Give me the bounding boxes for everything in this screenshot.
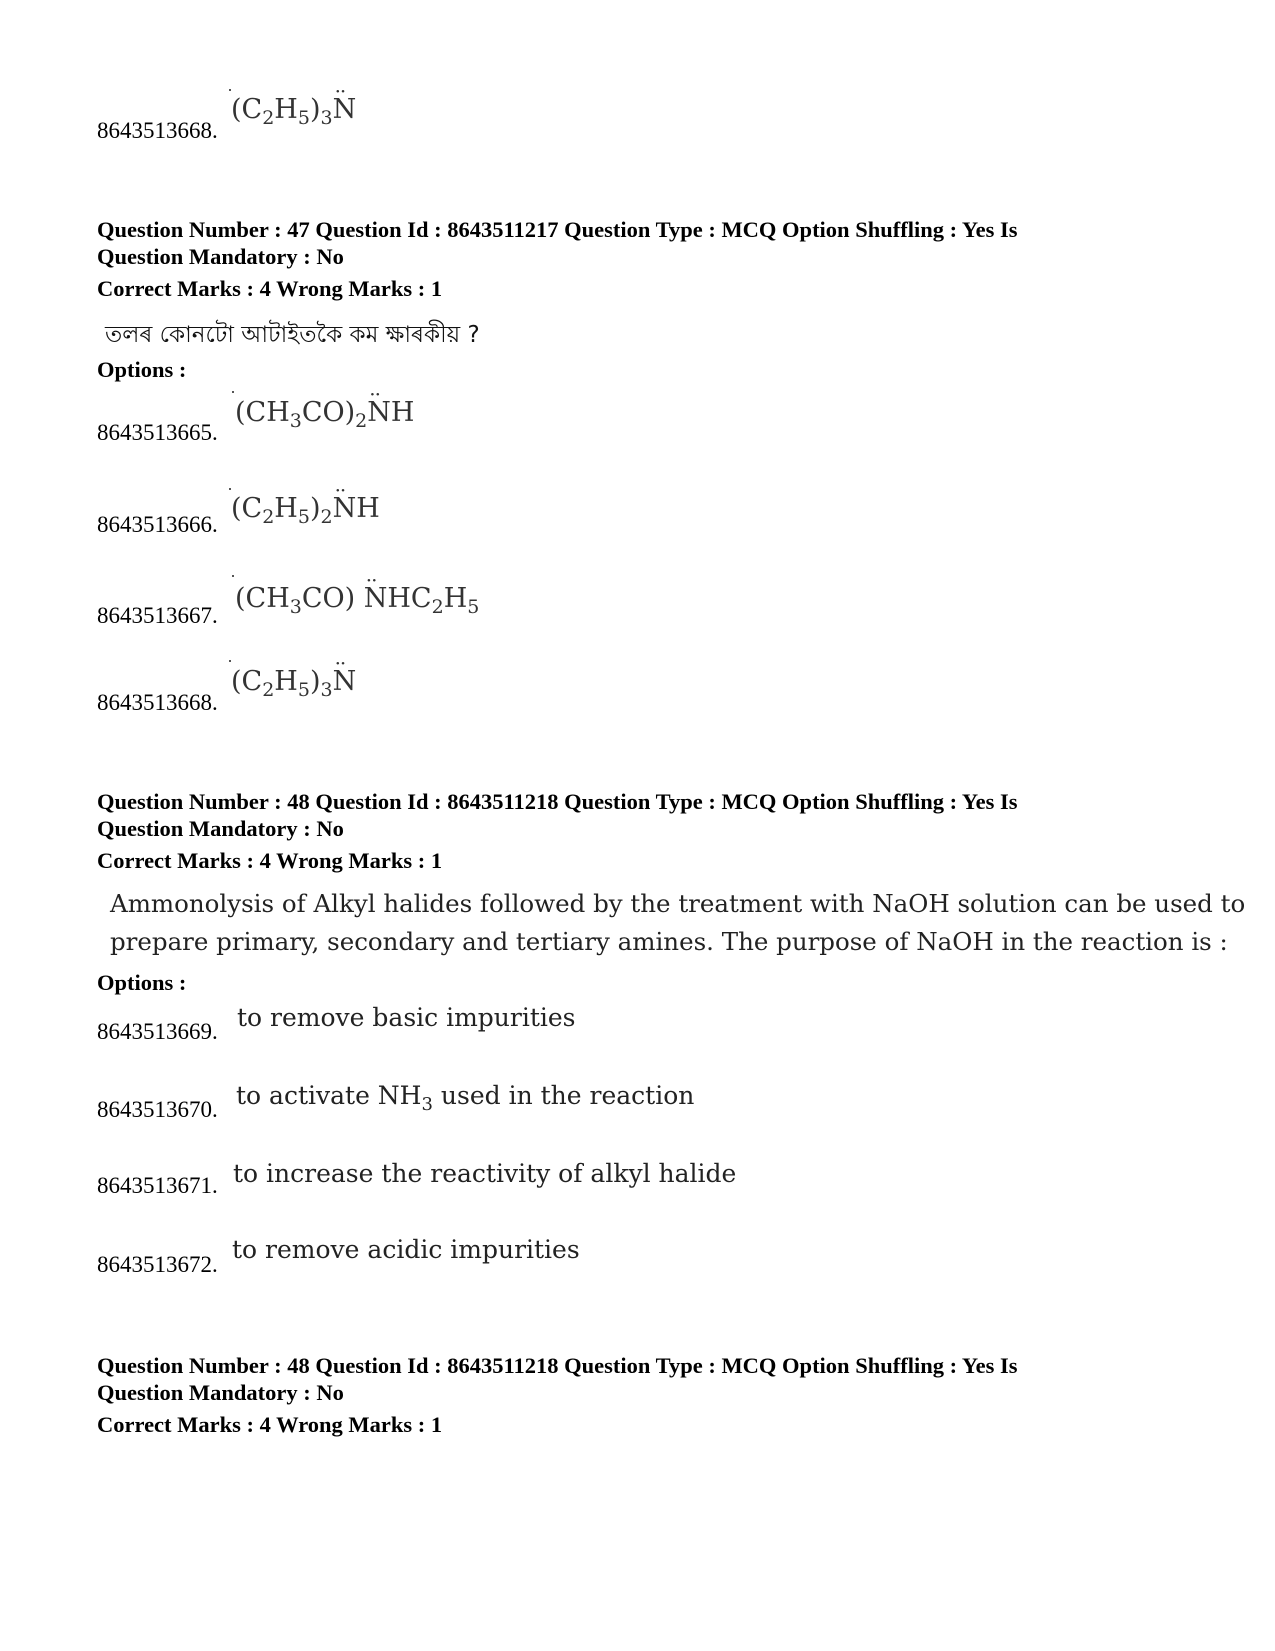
question-marks: Correct Marks : 4 Wrong Marks : 1: [97, 276, 443, 301]
question-header: Question Number : 47 Question Id : 8643511217 Question Type : MCQ Option Shuffling : Yes Is: [97, 217, 1018, 242]
option-formula: $(C_2H_5)_3\cdot\cdot N$: [231, 666, 356, 701]
option-image-marker: [229, 488, 231, 490]
option-id: 8643513665.: [97, 420, 218, 445]
options-label: Options :: [97, 357, 187, 382]
question-header: Question Number : 48 Question Id : 8643511218 Question Type : MCQ Option Shuffling : Yes Is: [97, 789, 1018, 814]
option-text: to remove acidic impurities: [232, 1235, 580, 1264]
option-image-marker: [232, 391, 234, 393]
option-id: 8643513670.: [97, 1097, 218, 1122]
option-id: 8643513668.: [97, 690, 218, 715]
option-formula: $(C_2H_5)_3\cdot\cdot N$: [231, 94, 356, 129]
option-image-marker: [229, 89, 231, 91]
option-formula: $(CH_3CO) \cdot\cdot NHC_2H_5$: [235, 583, 479, 618]
option-id: 8643513672.: [97, 1252, 218, 1277]
question-text-line1: Ammonolysis of Alkyl halides followed by the treatment with NaOH solution can be used to: [110, 889, 1246, 918]
question-text: তলৰ কোনটো আটাইতকৈ কম ক্ষাৰকীয় ?: [105, 322, 480, 348]
option-formula: $(CH_3CO)_2\cdot\cdot$ NH: [235, 397, 414, 432]
option-id: 8643513669.: [97, 1019, 218, 1044]
option-image-marker: [232, 575, 234, 577]
option-id: 8643513668.: [97, 118, 218, 143]
option-id: 8643513666.: [97, 512, 218, 537]
option-image-marker: [229, 660, 231, 662]
option-formula: $(C_2H_5)_2\cdot\cdot$ NH: [231, 493, 380, 528]
question-header-mandatory: Question Mandatory : No: [97, 1380, 344, 1405]
question-marks: Correct Marks : 4 Wrong Marks : 1: [97, 1412, 443, 1437]
option-id: 8643513671.: [97, 1173, 218, 1198]
option-text: to activate $NH_3$ used in the reaction: [236, 1081, 695, 1115]
question-marks: Correct Marks : 4 Wrong Marks : 1: [97, 848, 443, 873]
options-label: Options :: [97, 970, 187, 995]
question-header: Question Number : 48 Question Id : 8643511218 Question Type : MCQ Option Shuffling : Yes Is: [97, 1353, 1018, 1378]
option-text: to increase the reactivity of alkyl halide: [233, 1159, 737, 1188]
option-text: to remove basic impurities: [237, 1003, 576, 1032]
question-text-line2: prepare primary, secondary and tertiary amines. The purpose of NaOH in the reaction is :: [110, 927, 1228, 956]
option-id: 8643513667.: [97, 603, 218, 628]
question-header-mandatory: Question Mandatory : No: [97, 816, 344, 841]
question-header-mandatory: Question Mandatory : No: [97, 244, 344, 269]
